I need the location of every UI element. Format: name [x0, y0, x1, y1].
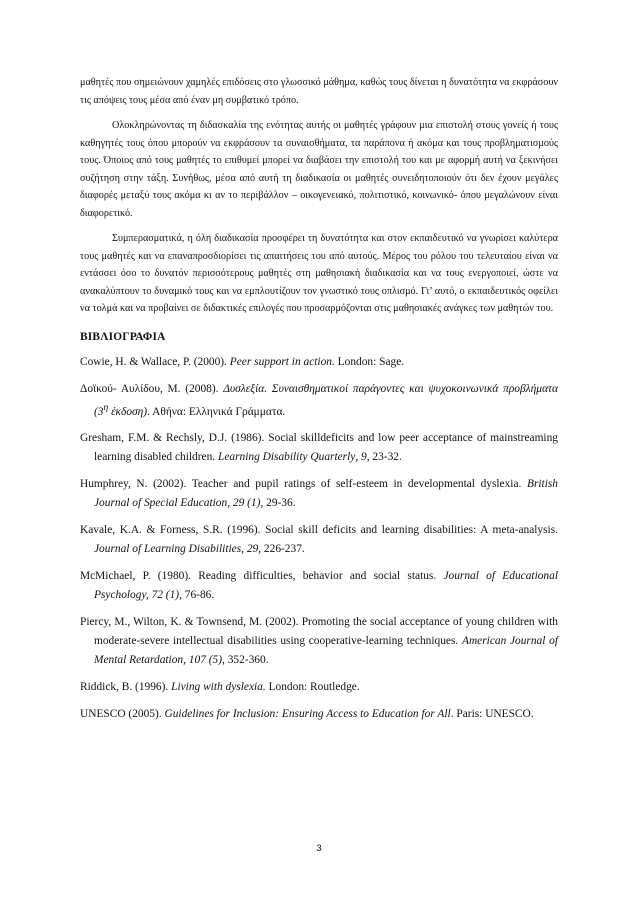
- bibliography-heading: ΒΙΒΛΙΟΓΡΑΦΙΑ: [80, 330, 166, 343]
- page-content: [80, 74, 558, 732]
- bibliography-list: [80, 353, 558, 725]
- reference-item: Riddick, B. (1996). Living with dyslexia. London: Routledge.: [80, 681, 360, 694]
- paragraph-continuation: μαθητές που σημειώνουν χαμηλές επιδόσεις στο γλωσσικό μάθημα, καθώς τους δίνεται η δυνατότητα να εκφράσουν τις απόψεις τους μέσα από έναν μη συμβατικό τρόπο.: [80, 77, 558, 106]
- reference-item: McMichael, P. (1980). Reading difficulties, behavior and social status. Journal of Educational Psychology, 72 (1), 76-86.: [80, 570, 558, 602]
- reference-item: Cowie, H. & Wallace, P. (2000). Peer support in action. London: Sage.: [80, 355, 405, 368]
- reference-item: Kavale, K.A. & Forness, S.R. (1996). Social skill deficits and learning disabilities: A meta-analysis. Journal of Learning Disabilities, 29, 226-237.: [80, 524, 558, 556]
- paragraph-conclusion: Συμπερασματικά, η όλη διαδικασία προσφέρει τη δυνατότητα και στον εκπαιδευτικό να γνωρίσει καλύτερα τους μαθητές και να επαναπροσδιορίσει τις απαιτήσεις του από αυτούς. Μέρος του ρόλου του τελευταίου είναι να εντάσσει όσο το δυνατόν περισσότερους μαθητές στη μαθησιακή διαδικασία και να τους ενεργοποιεί, ώστε να ανακαλύπτουν το δυναμικό τους και να εμπλουτίζουν τον γνωστικό τους οπλισμό. Γι’ αυτό, ο εκπαιδευτικός οφείλει να τολμά και να προβαίνει σε διδακτικές επιλογές που προσαρμόζονται στις μαθησιακές ανάγκες των μαθητών του.: [80, 233, 558, 314]
- reference-item: Humphrey, N. (2002). Teacher and pupil ratings of self-esteem in developmental dyslexia. British Journal of Special Education, 29 (1), 29-36.: [80, 478, 558, 510]
- page-number: 3: [316, 843, 322, 854]
- reference-item: Piercy, M., Wilton, K. & Townsend, M. (2002). Promoting the social acceptance of young children with moderate-severe intellectual disabilities using cooperative-learning techniques. American Journal of Mental Retardation, 107 (5), 352-360.: [80, 616, 558, 667]
- reference-item: Δοϊκού- Αυλίδου, Μ. (2008). Δυσλεξία. Συναισθηματικοί παράγοντες και ψυχοκοινωνικά προβλήματα ($3^\eta$ έκδοση). Αθήνα: Ελληνικά Γράμματα.: [80, 382, 558, 418]
- paragraph-letter-activity: Ολοκληρώνοντας τη διδασκαλία της ενότητας αυτής οι μαθητές γράφουν μια επιστολή στους γονείς ή τους καθηγητές τους όπου μπορούν να εκφράσουν τα συναισθήματα, τα παράπονα ή ακόμα και τους προβληματισμούς τους. Όποιος από τους μαθητές το επιθυμεί μπορεί να διαβάσει την επιστολή του και με αφορμή αυτή να ξεκινήσει συζήτηση στην τάξη. Συνήθως, μέσα από αυτή τη διαδικασία οι μαθητές συνειδητοποιούν ότι δεν έχουν μεγάλες διαφορές μεταξύ τους ακόμα κι αν το περιβάλλον – οικογενειακό, πολιτιστικό, κοινωνικό- όπου μεγαλώνουν είναι διαφορετικό.: [80, 120, 558, 219]
- reference-item: Gresham, F.M. & Rechsly, D.J. (1986). Social skilldeficits and low peer acceptance of mainstreaming learning disabled children. Learning Disability Quarterly, 9, 23-32.: [80, 432, 558, 464]
- reference-item: UNESCO (2005). Guidelines for Inclusion: Ensuring Access to Education for All. Paris: UNESCO.: [80, 708, 534, 721]
